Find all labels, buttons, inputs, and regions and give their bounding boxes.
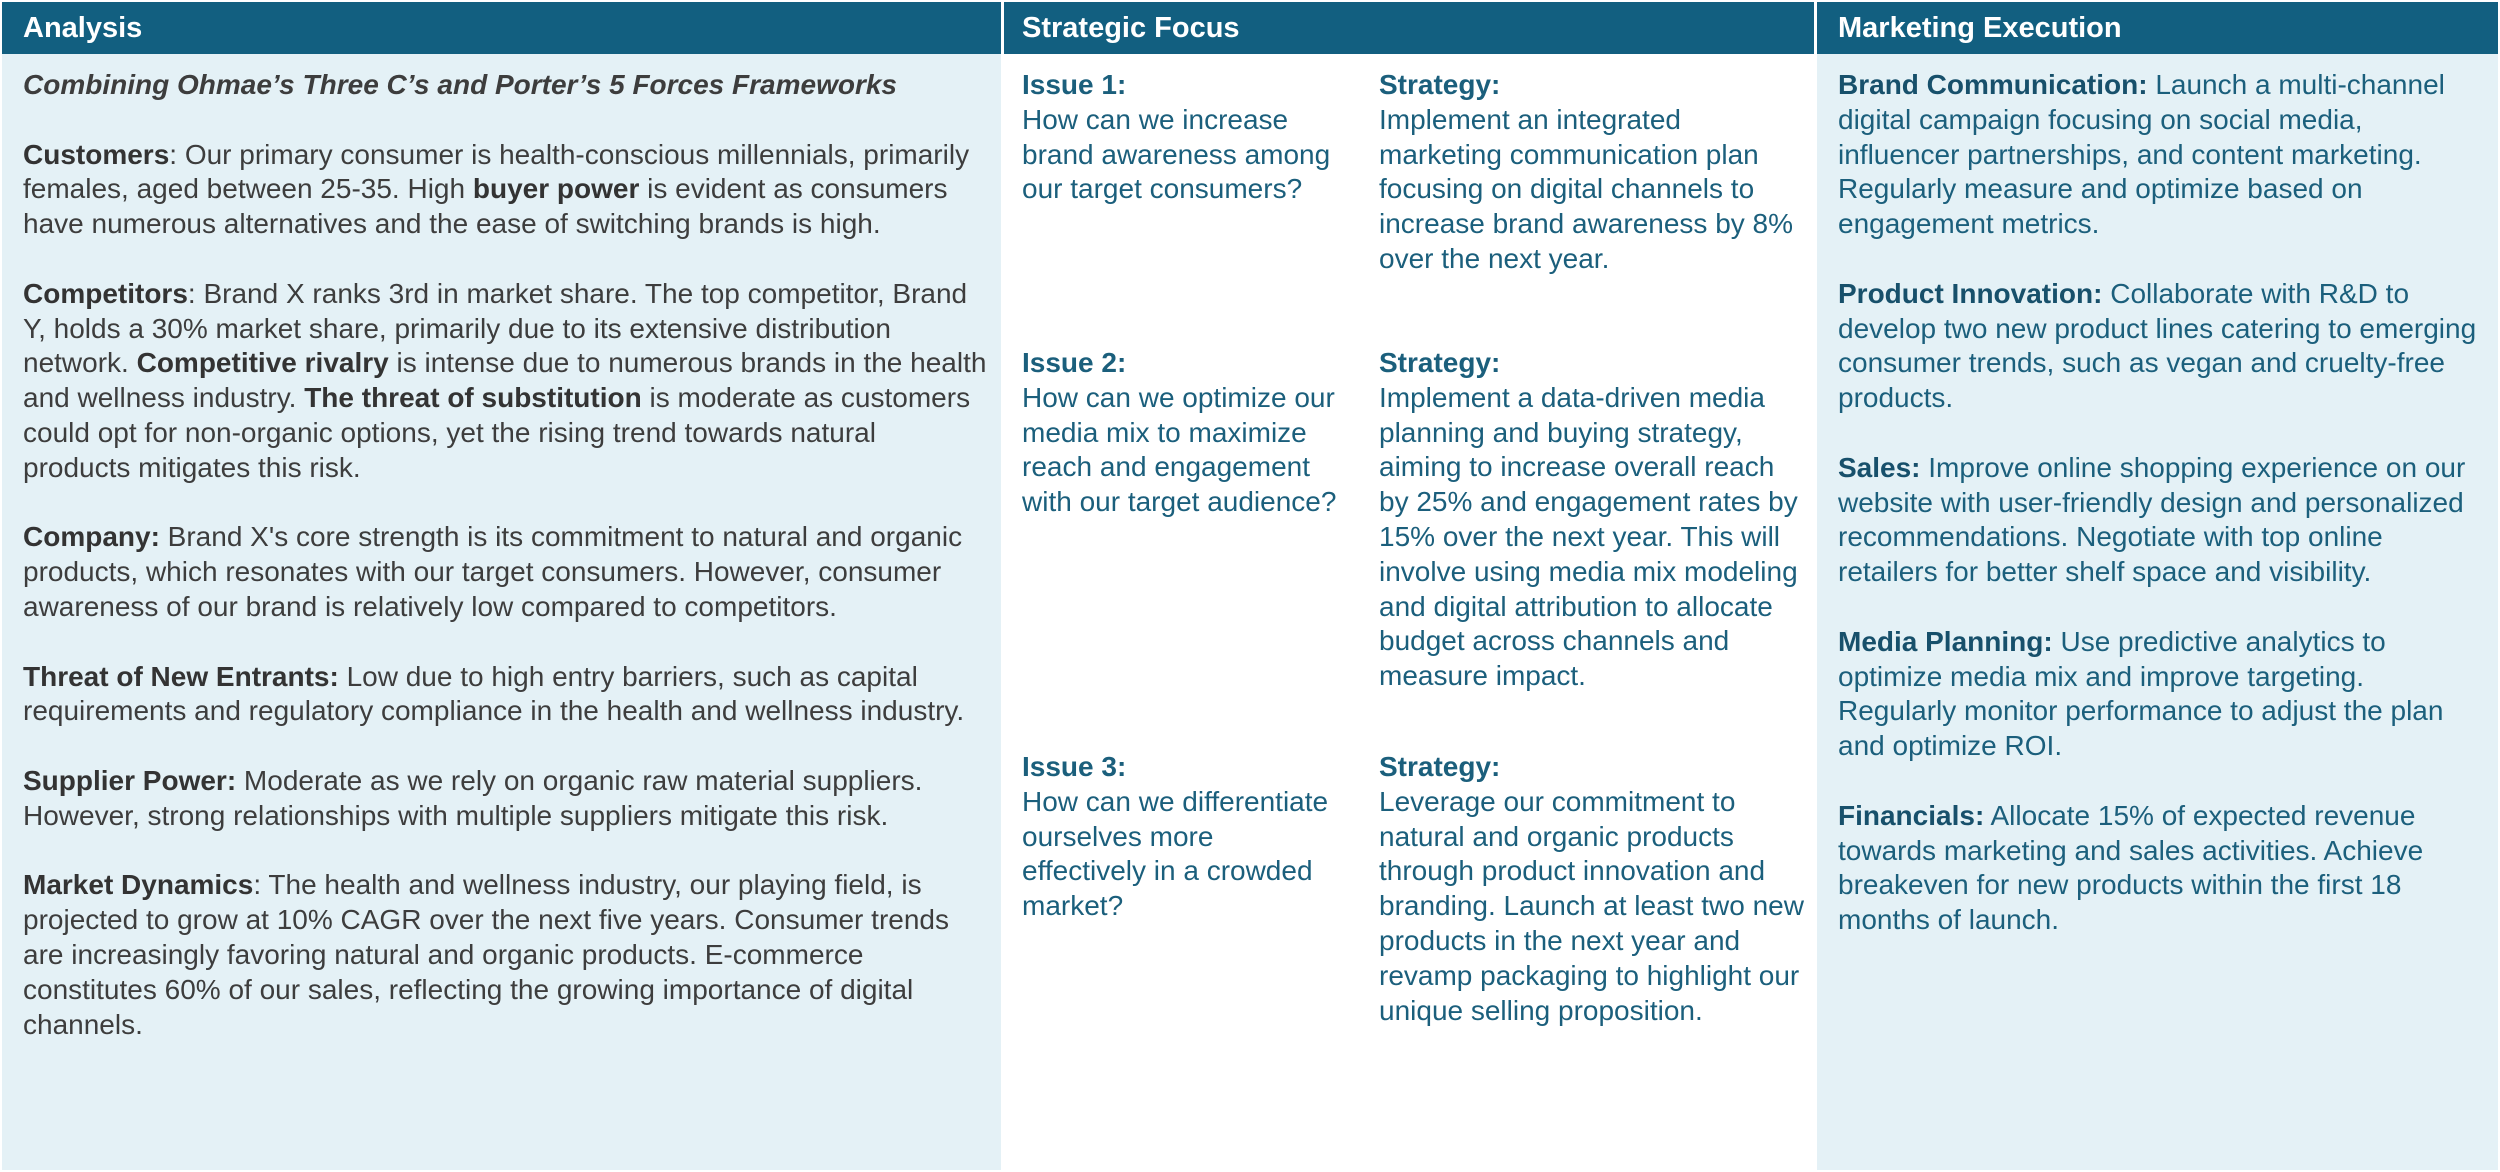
threat-of-substitution-term: The threat of substitution (304, 382, 642, 414)
strategy-text: Implement an integrated marketing communication plan focusing on digital channels to increase brand awareness by 8% over the next year. (1379, 103, 1794, 274)
strategy-text: Leverage our commitment to natural and organic products through product innovation and branding. Launch at least two new products in the next year and revamp packaging to highlight our unique selling proposition. (1379, 785, 1804, 1026)
supplier-power-text: Moderate as we rely on organic raw material suppliers. However, strong relationships with multiple suppliers mitigate this risk. (23, 764, 923, 831)
financials-label: Financials: (1838, 799, 1985, 831)
issue-block (1022, 346, 1342, 520)
buyer-power-term: buyer power (472, 173, 640, 205)
new-entrants-label: Threat of New Entrants: (23, 660, 339, 692)
brand-communication-paragraph (1838, 68, 2482, 242)
issue-label: Issue 3: (1022, 751, 1127, 782)
strategic-focus-column (1004, 2, 1814, 1170)
issue-block (1022, 750, 1342, 924)
new-entrants-text: Low due to high entry barriers, such as capital requirements and regulatory compliance in the health and wellness industry. (23, 660, 965, 727)
brand-communication-label: Brand Communication: (1838, 69, 2148, 100)
strategy-block (1379, 68, 1804, 277)
strategy-label: Strategy: (1379, 751, 1501, 782)
customers-text-1: : Our primary consumer is health-conscious millennials, primarily females, aged between 25-35. High (23, 138, 970, 205)
brand-communication-text: Launch a multi-channel digital campaign focusing on social media, influencer partnerships, and content marketing. Regularly measure and optimize based on engagement metrics. (1838, 69, 2445, 240)
analysis-header: Analysis (2, 2, 1001, 54)
issue-text: How can we increase brand awareness among our target consumers? (1022, 103, 1331, 205)
strategy-label: Strategy: (1379, 69, 1501, 100)
media-planning-text: Use predictive analytics to optimize media mix and improve targeting. Regularly monitor performance to adjust the plan and optimize ROI. (1838, 625, 2444, 762)
strategy-block (1379, 750, 1804, 1028)
product-innovation-label: Product Innovation: (1838, 277, 2103, 309)
strategy-block (1379, 346, 1804, 694)
company-text: Brand X's core strength is its commitment to natural and organic products, which resonates with our target consumers. However, consumer awareness of our brand is relatively low compared to competitors. (23, 521, 963, 622)
customers-paragraph (23, 138, 987, 242)
media-planning-paragraph (1838, 625, 2482, 764)
competitors-label: Competitors (23, 277, 188, 309)
media-planning-label: Media Planning: (1838, 625, 2053, 657)
market-dynamics-label: Market Dynamics (23, 869, 254, 901)
issue-text: How can we optimize our media mix to maximize reach and engagement with our target audience? (1022, 381, 1337, 518)
marketing-execution-header: Marketing Execution (1817, 2, 2498, 54)
market-dynamics-text: : The health and wellness industry, our playing field, is projected to grow at 10% CAGR over the next five years. Consumer trends are increasingly favoring natural and organic products. E-commerce constitutes 60% of our sales, reflecting the growing importance of digital channels. (23, 869, 949, 1040)
competitors-text-2: is intense due to numerous brands in the health and wellness industry. (23, 347, 987, 414)
company-label: Company: (23, 521, 160, 553)
issue-block (1022, 68, 1342, 207)
new-entrants-paragraph (23, 660, 987, 730)
issue-text: How can we differentiate ourselves more effectively in a crowded market? (1022, 785, 1329, 922)
analysis-subtitle: Combining Ohmae’s Three C’s and Porter’s 5 Forces Frameworks (23, 69, 898, 100)
supplier-power-label: Supplier Power: (23, 764, 237, 796)
strategy-label: Strategy: (1379, 347, 1501, 378)
strategic-focus-header: Strategic Focus (1004, 2, 1814, 54)
marketing-execution-body (1817, 54, 2498, 938)
competitors-paragraph (23, 277, 987, 486)
product-innovation-text: Collaborate with R&D to develop two new product lines catering to emerging consumer trends, such as vegan and cruelty-free products. (1838, 277, 2477, 414)
issue-label: Issue 1: (1022, 69, 1127, 100)
financials-text: Allocate 15% of expected revenue towards marketing and sales activities. Achieve breakeven for new products within the first 18 months of launch. (1838, 799, 2424, 936)
financials-paragraph (1838, 799, 2482, 938)
customers-label: Customers (23, 138, 170, 170)
supplier-power-paragraph (23, 764, 987, 834)
analysis-column (2, 2, 1001, 1170)
competitive-rivalry-term: Competitive rivalry (136, 347, 389, 379)
strategy-text: Implement a data-driven media planning and buying strategy, aiming to increase overall reach by 25% and engagement rates by 15% over the next year. This will involve using media mix modeling and digital attribution to allocate budget across channels and measure impact. (1379, 381, 1798, 692)
issue-label: Issue 2: (1022, 347, 1127, 378)
competitors-text-3: is moderate as customers could opt for non-organic options, yet the rising trend towards natural products mitigates this risk. (23, 382, 971, 483)
analysis-body (2, 54, 1001, 1042)
competitors-text-1: : Brand X ranks 3rd in market share. The top competitor, Brand Y, holds a 30% market share, primarily due to its extensive distribution network. (23, 277, 968, 379)
customers-text-2: is evident as consumers have numerous alternatives and the ease of switching brands is high. (23, 173, 948, 240)
sales-label: Sales: (1838, 451, 1921, 483)
product-innovation-paragraph (1838, 277, 2482, 416)
market-dynamics-paragraph (23, 868, 987, 1042)
sales-paragraph (1838, 451, 2482, 590)
marketing-execution-column (1817, 2, 2498, 1170)
company-paragraph (23, 520, 987, 624)
sales-text: Improve online shopping experience on our website with user-friendly design and personalized recommendations. Negotiate with top online retailers for better shelf space and visibility. (1838, 451, 2466, 588)
